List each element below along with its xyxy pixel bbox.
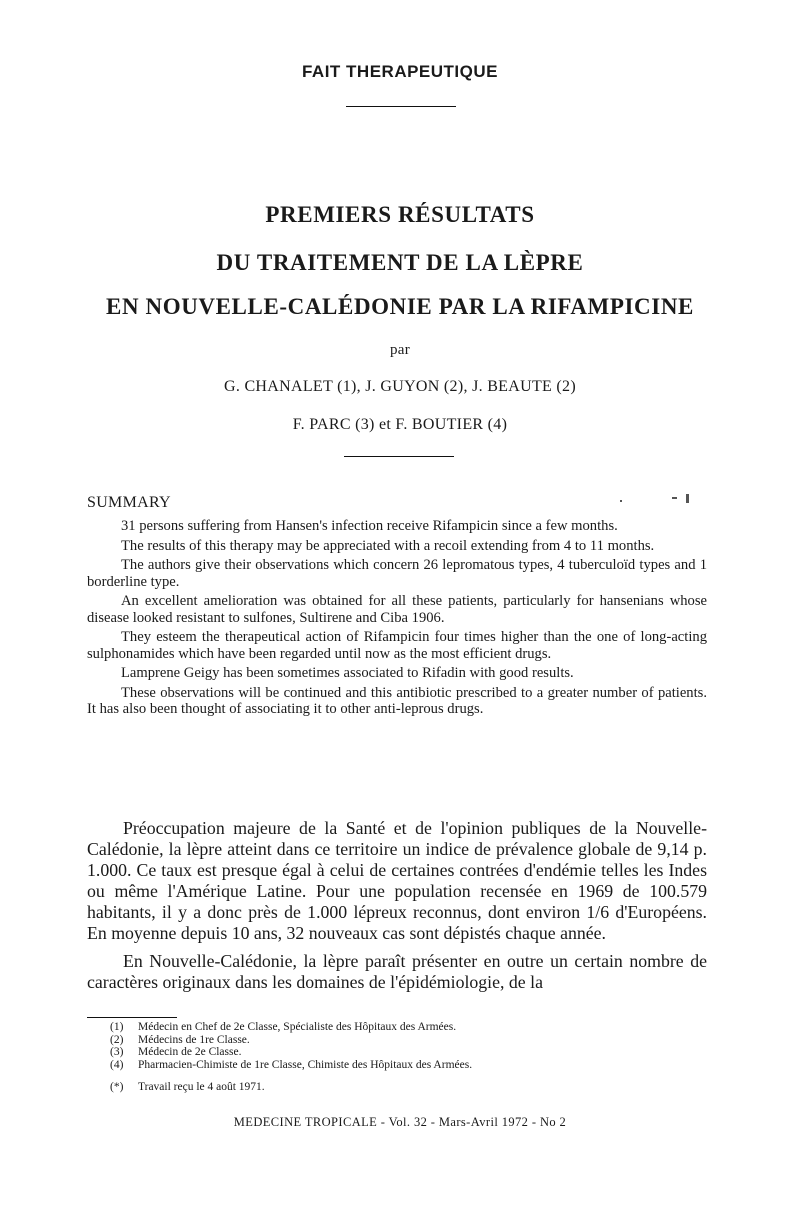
article-title-line-1: PREMIERS RÉSULTATS bbox=[265, 202, 535, 227]
authors-divider bbox=[344, 456, 454, 457]
footnote-text: Médecin en Chef de 2e Classe, Spécialiste des Hôpitaux des Armées. bbox=[138, 1021, 457, 1033]
footnote bbox=[110, 1021, 472, 1034]
section-divider bbox=[346, 106, 456, 107]
summary-heading: SUMMARY bbox=[87, 494, 171, 511]
summary-paragraph: These observations will be continued and this antibiotic prescribed to a greater number of patients. It has also been thought of associating it to other anti-leprous drugs. bbox=[87, 684, 707, 717]
scan-speck bbox=[686, 494, 689, 503]
journal-footer: MEDECINE TROPICALE - Vol. 32 - Mars-Avril 1972 - No 2 bbox=[233, 1115, 567, 1129]
footnote-text: Médecin de 2e Classe. bbox=[138, 1046, 242, 1058]
footnote bbox=[110, 1046, 472, 1059]
body-paragraph: En Nouvelle-Calédonie, la lèpre paraît présenter en outre un certain nombre de caractères originaux dans les domaines de l'épidémiologie, de la bbox=[87, 951, 707, 992]
summary-paragraph: Lamprene Geigy has been sometimes associated to Rifadin with good results. bbox=[121, 665, 574, 681]
body-paragraph: Préoccupation majeure de la Santé et de l'opinion publiques de la Nouvelle-Calédonie, la lèpre atteint dans ce territoire un indice de prévalence globale de 9,14 p. 1.000. Ce taux est presque égal à celui de certaines contrées d'endémie telles les Indes ou même l'Amérique Latine. Pour une population recensée en 1969 de 100.579 habitants, il y a donc près de 1.000 lépreux reconnus, dont environ 1/6 d'Européens. En moyenne depuis 10 ans, 32 nouveaux cas sont dépistés chaque année. bbox=[87, 818, 707, 943]
received-note-marker: (*) bbox=[110, 1081, 124, 1093]
by-label: par bbox=[389, 342, 411, 358]
received-note bbox=[110, 1081, 472, 1094]
footnote-divider bbox=[87, 1017, 177, 1018]
footnote bbox=[110, 1034, 472, 1047]
scan-speck bbox=[672, 497, 677, 499]
summary-paragraph: An excellent amelioration was obtained for all these patients, particularly for hansenians whose disease looked resistant to sulfones, Sultirene and Ciba 1906. bbox=[87, 593, 707, 626]
article-title-line-3: EN NOUVELLE-CALÉDONIE PAR LA RIFAMPICINE bbox=[106, 294, 694, 319]
summary-paragraph: The results of this therapy may be appreciated with a recoil extending from 4 to 11 months. bbox=[121, 537, 655, 554]
footnotes bbox=[110, 1021, 472, 1094]
authors-line-1: G. CHANALET (1), J. GUYON (2), J. BEAUTE (2) bbox=[224, 378, 576, 395]
footnote-text: Pharmacien-Chimiste de 1re Classe, Chimiste des Hôpitaux des Armées. bbox=[138, 1058, 473, 1071]
footnote-number: (1) bbox=[110, 1021, 124, 1033]
footnote bbox=[110, 1059, 472, 1072]
scan-speck bbox=[620, 500, 622, 502]
summary-paragraph: 31 persons suffering from Hansen's infection receive Rifampicin since a few months. bbox=[121, 518, 618, 534]
section-label: FAIT THERAPEUTIQUE bbox=[301, 62, 498, 81]
footnote-text: Médecins de 1re Classe. bbox=[138, 1033, 250, 1046]
authors-line-2: F. PARC (3) et F. BOUTIER (4) bbox=[292, 416, 508, 433]
article-title-line-2: DU TRAITEMENT DE LA LÈPRE bbox=[216, 250, 584, 275]
summary-paragraph: The authors give their observations which concern 26 lepromatous types, 4 tuberculoïd types and 1 borderline type. bbox=[87, 557, 707, 590]
summary-text bbox=[87, 518, 707, 721]
summary-paragraph: They esteem the therapeutical action of Rifampicin four times higher than the one of long-acting sulphonamides which have been regarded until now as the most efficient drugs. bbox=[87, 629, 707, 662]
received-note-text: Travail reçu le 4 août 1971. bbox=[138, 1081, 265, 1093]
footnote-number: (4) bbox=[110, 1058, 124, 1071]
footnote-number: (2) bbox=[110, 1033, 124, 1046]
body-text bbox=[87, 818, 707, 1000]
footnote-number: (3) bbox=[110, 1046, 124, 1058]
